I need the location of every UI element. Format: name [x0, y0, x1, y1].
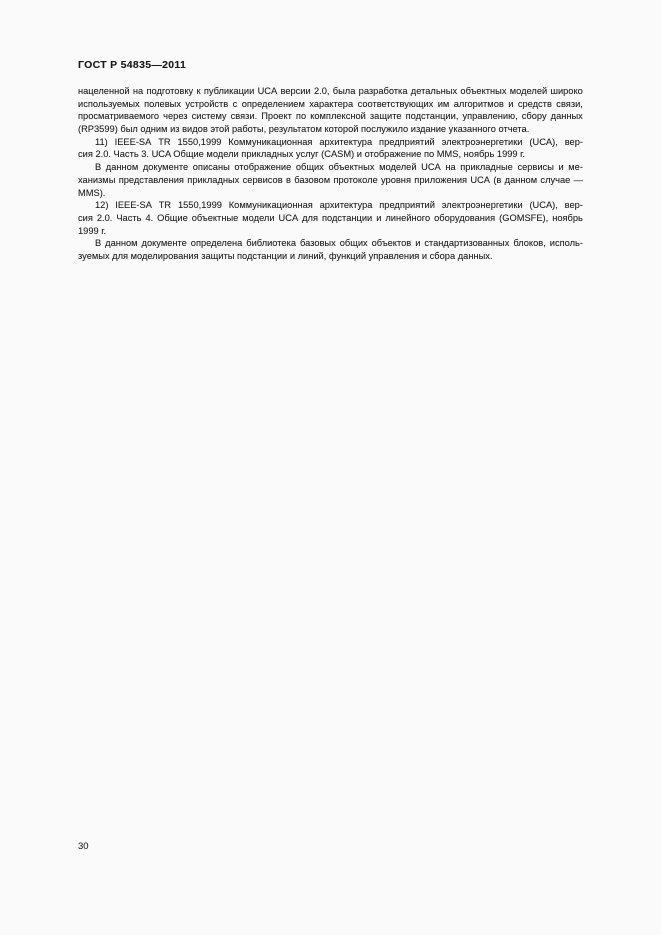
text-line: сия 2.0. Часть 4. Общие объектные модели UCA для подстанции и линейного оборудования (GOMSFE), ноябрь — [78, 212, 583, 223]
text-line: зуемых для моделирования защиты подстанции и линий, функций управления и сбора данных. — [78, 250, 493, 261]
standard-designation-header: ГОСТ Р 54835—2011 — [78, 59, 187, 71]
body-text — [78, 85, 583, 263]
text-line: 1999 г. — [78, 225, 107, 236]
text-line: В данном документе описаны отображение общих объектных моделей UCA на прикладные сервисы и ме- — [95, 162, 583, 173]
text-line: нацеленной на подготовку к публикации UCA версии 2.0, была разработка детальных объектных моделей широко — [78, 86, 583, 96]
text-line: просматриваемого через систему связи. Проект по комплексной защите подстанции, управлению, сбору данных — [78, 111, 583, 122]
text-line: сия 2.0. Часть 3. UCA Общие модели прикладных услуг (CASM) и отображение по MMS, ноябрь 1999 г. — [78, 149, 526, 160]
text-line: 12) IEEE-SA TR 1550,1999 Коммуникационная архитектура предприятий электроэнергетики (UCA), вер- — [95, 200, 583, 211]
page-number: 30 — [78, 841, 89, 852]
text-line: 11) IEEE-SA TR 1550,1999 Коммуникационная архитектура предприятий электроэнергетики (UCA), вер- — [95, 136, 583, 147]
text-line: используемых полевых устройств с определением характера соответствующих им алгоритмов и средств связи, — [78, 98, 583, 109]
text-line: В данном документе определена библиотека базовых общих объектов и стандартизованных блоков, исполь- — [95, 238, 583, 249]
text-line: (RP3599) был одним из видов этой работы, результатом которой послужило издание указанного отчета. — [78, 124, 530, 135]
text-line: MMS). — [78, 187, 106, 198]
text-line: ханизмы представления прикладных сервисов в базовом протоколе уровня приложения UCA (в данном случае — — [78, 174, 583, 185]
